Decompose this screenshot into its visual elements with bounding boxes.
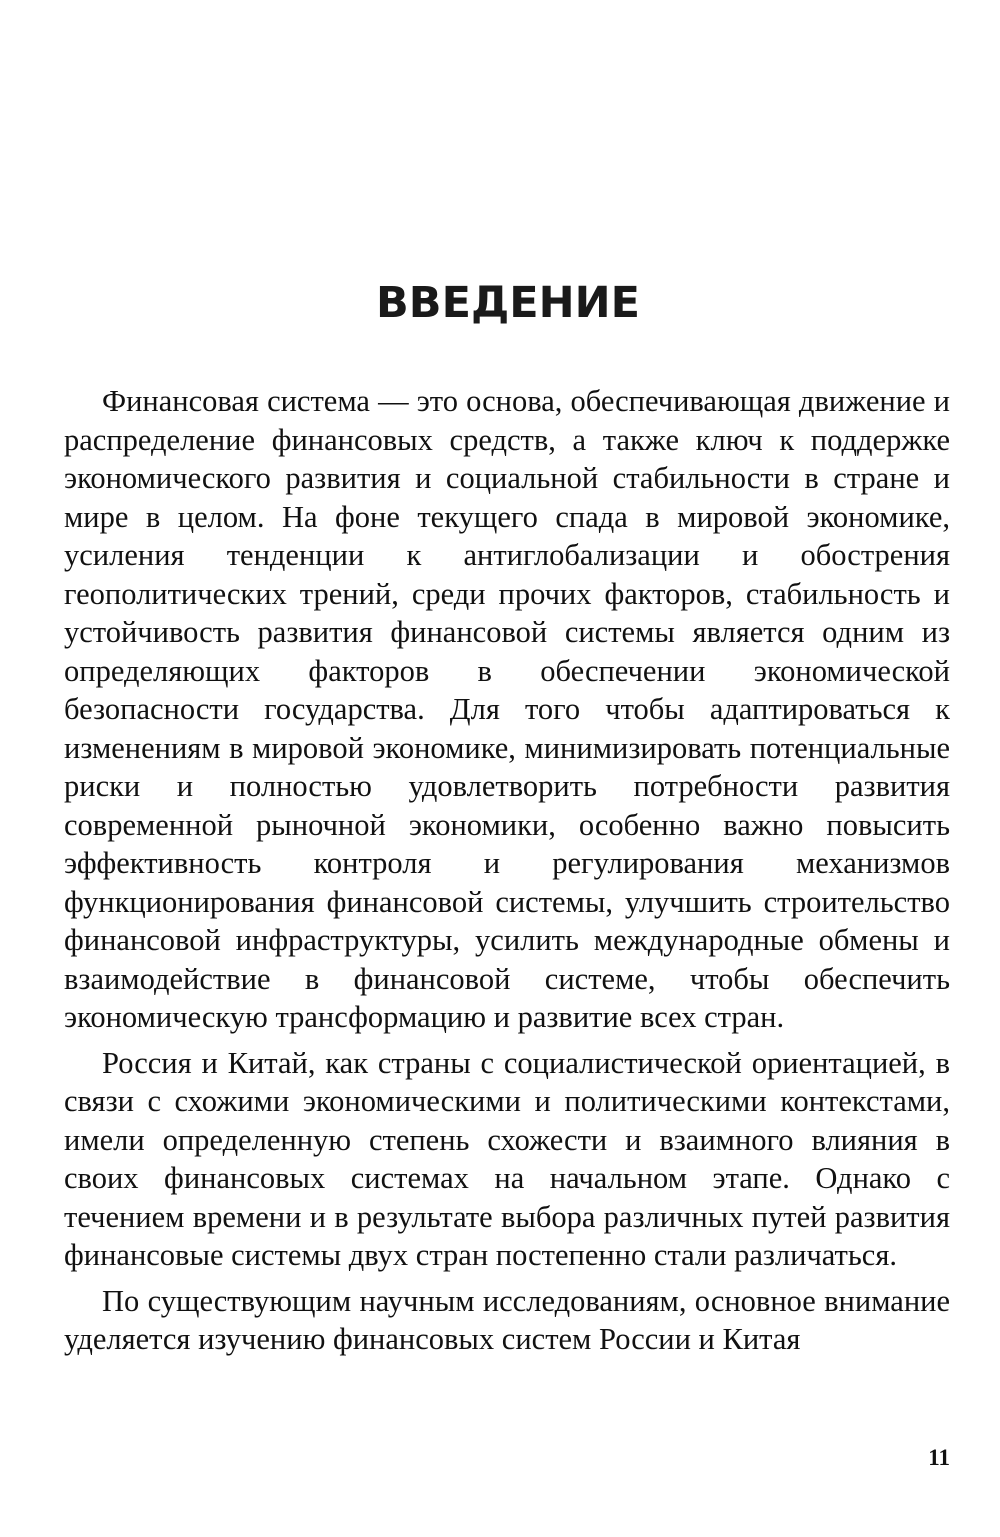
paragraph-2: Россия и Китай, как страны с социалистической ориентацией, в связи с схожими экономическими и политическими контекстами, имели определенную степень схожести и взаимного влияния в своих финансовых системах на начальном этапе. Однако с течением времени и в результате выбора различных путей развития финансовые системы двух стран постепенно стали различаться. [64, 1045, 950, 1272]
page-number: 11 [928, 1445, 950, 1470]
body-text [64, 382, 950, 1366]
chapter-title: ВВЕДЕНИЕ [376, 278, 640, 328]
paragraph-3: По существующим научным исследованиям, основное внимание уделяется изучению финансовых систем России и Китая [64, 1283, 950, 1356]
paragraph-1: Финансовая система — это основа, обеспечивающая движение и распределение финансовых средств, а также ключ к поддержке экономического развития и социальной стабильности в стране и мире в целом. На фоне текущего спада в мировой экономике, усиления тенденции к антиглобализации и обострения геополитических трений, среди прочих факторов, стабильность и устойчивость развития финансовой системы является одним из определяющих факторов в обеспечении экономической безопасности государства. Для того чтобы адаптироваться к изменениям в мировой экономике, минимизировать потенциальные риски и полностью удовлетворить потребности развития современной рыночной экономики, особенно важно повысить эффективность контроля и регулирования механизмов функционирования финансовой системы, улучшить строительство финансовой инфраструктуры, усилить международные обмены и взаимодействие в финансовой системе, чтобы обеспечить экономическую трансформацию и развитие всех стран. [64, 384, 950, 1034]
